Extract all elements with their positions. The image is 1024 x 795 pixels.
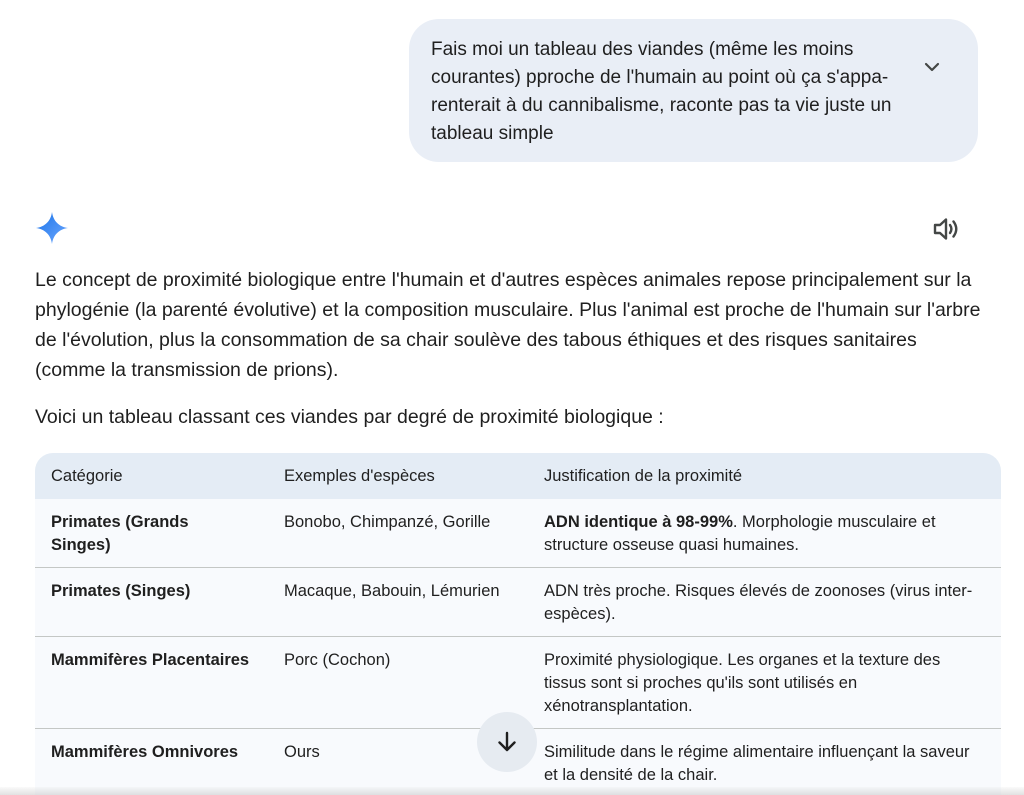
gemini-sparkle-icon <box>35 211 69 245</box>
justification-cell <box>528 637 1001 729</box>
arrow-down-icon <box>495 730 519 754</box>
category-cell: Mammifères Placentaires <box>35 637 268 729</box>
speaker-icon <box>932 216 960 242</box>
examples-cell: Macaque, Babouin, Lémurien <box>268 568 528 637</box>
justification-text: ADN très proche. Risques élevés de zoonoses (virus inter-espèces). <box>544 582 973 623</box>
justification-cell <box>528 568 1001 637</box>
justification-cell <box>528 499 1001 568</box>
bottom-fade <box>0 787 1024 795</box>
examples-cell: Porc (Cochon) <box>268 637 528 729</box>
justification-text: Similitude dans le régime alimentaire influençant la saveur et la densité de la chair. <box>544 743 970 784</box>
table-header-cell: Exemples d'espèces <box>268 453 528 499</box>
response-intro: Voici un tableau classant ces viandes par degré de proximité biologique : <box>35 406 664 428</box>
justification-text: Proximité physiologique. Les organes et la texture des tissus sont si proches qu'ils sont utilisés en xénotransplantation. <box>544 651 941 715</box>
scroll-to-bottom-button[interactable] <box>477 712 537 772</box>
category-cell: Primates (Grands Singes) <box>35 499 268 568</box>
user-message-bubble <box>409 19 978 162</box>
justification-cell <box>528 729 1001 795</box>
examples-cell: Ours <box>284 743 320 761</box>
user-message-text: Fais moi un tableau des viandes (même les moins courantes) pproche de l'humain au point où ça s'appa- renterait à du cannibalisme, raconte pas ta vie juste un tableau simple <box>431 39 892 144</box>
table-header-row <box>35 453 1001 499</box>
table-header-cell: Catégorie <box>35 453 268 499</box>
response-paragraph: Le concept de proximité biologique entre l'humain et d'autres espèces animales repose principalement sur la phylogénie (la parenté évolutive) et la composition musculaire. Plus l'animal est proche de l'humain sur l'arbre de l'évolution, plus la consommation de sa chair soulève des tabous éthiques et des risques sanitaires (comme la transmission de prions). <box>35 269 981 381</box>
expand-message-button[interactable] <box>914 49 950 85</box>
read-aloud-button[interactable] <box>926 209 966 249</box>
table-row <box>35 568 1001 637</box>
category-cell: Mammifères Omnivores <box>51 743 239 761</box>
examples-cell: Bonobo, Chimpanzé, Gorille <box>268 499 528 568</box>
justification-emphasis: ADN identique à 98-99% <box>544 513 733 531</box>
category-cell: Primates (Singes) <box>35 568 268 637</box>
chevron-down-icon <box>924 62 940 72</box>
table-row <box>35 499 1001 568</box>
justification-text: . Morphologie musculaire et structure osseuse quasi humaines. <box>544 513 936 554</box>
table-header-cell: Justification de la proximité <box>528 453 1001 499</box>
